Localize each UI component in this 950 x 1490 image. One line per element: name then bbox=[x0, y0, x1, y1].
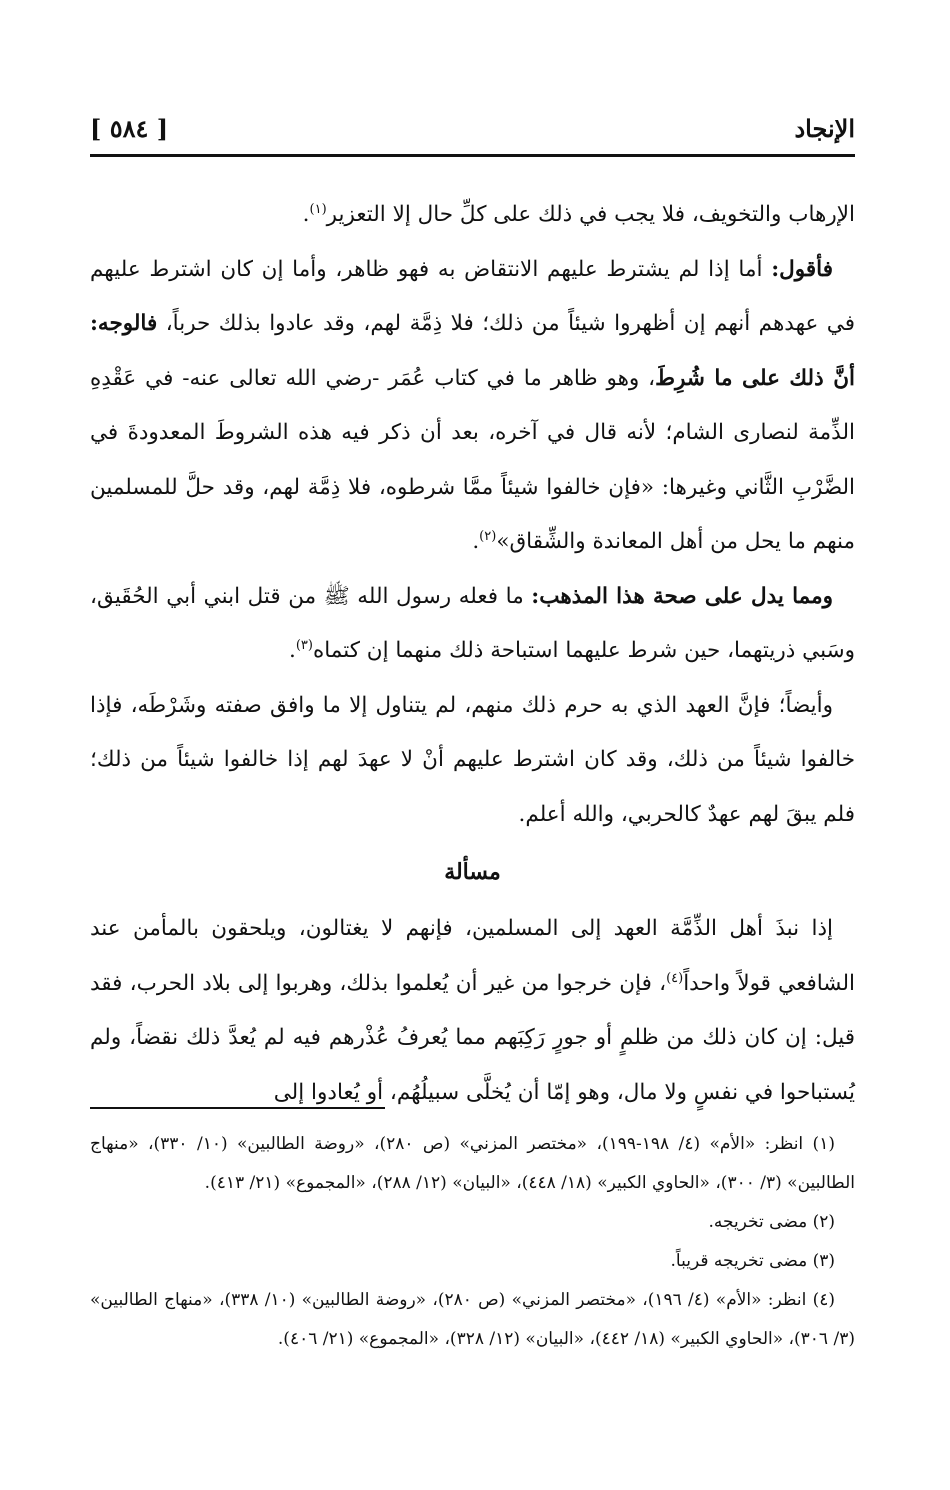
footnote-ref-3[interactable]: (٣) bbox=[295, 637, 313, 653]
footnotes bbox=[90, 1125, 855, 1359]
paragraph-5: إذا نبذَ أهل الذِّمَّة العهد إلى المسلمين، فإنهم لا يغتالون، ويلحقون بالمأمن عند الشافعي قولاً واحداً$^{(٤)}$، فإن خرجوا من غير أن يُعلموا بذلك، وهربوا إلى بلاد الحرب، فقد قيل: إن كان ذلك من ظلمٍ أو جورٍ رَكِبَهم مما يُعرفُ عُذْرهم فيه لم يُعدَّ ذلك نقضاً، ولم يُستباحوا في نفسٍ ولا مال، وهو إمّا أن يُخلَّى سبيلُهُم، أو يُعادوا إلى bbox=[90, 916, 855, 1105]
section-title: مسألة bbox=[444, 859, 501, 885]
footnote-3: (٣) مضى تخريجه قريباً. bbox=[670, 1251, 835, 1271]
main-text bbox=[90, 188, 855, 1120]
bold-lead: ومما يدل على صحة هذا المذهب: bbox=[531, 583, 833, 609]
footnote-2: (٢) مضى تخريجه. bbox=[708, 1212, 835, 1232]
paragraph-2: فأقول: أما إذا لم يشترط عليهم الانتقاض به فهو ظاهر، وأما إن كان اشترط عليهم في عهدهم أنهم إن أظهروا شيئاً من ذلك؛ فلا ذِمَّة لهم، وقد عادوا بذلك حرباً، فالوجه: أنَّ ذلك على ما شُرِطَ، وهو ظاهر ما في كتاب عُمَر -رضي الله تعالى عنه- في عَقْدِهِ الذِّمة لنصارى الشام؛ لأنه قال في آخره، بعد أن ذكر فيه هذه الشروطَ المعدودةَ في الضَّرْبِ الثَّاني وغيرها: «فإن خالفوا شيئاً ممَّا شرطوه، فلا ذِمَّة لهم، وقد حلَّ للمسلمين منهم ما يحل من أهل المعاندة والشِّقاق»$^{(٢)}$. bbox=[90, 256, 855, 554]
paragraph-3: ومما يدل على صحة هذا المذهب: ما فعله رسول الله ﷺ من قتل ابني أبي الحُقَيق، وسَبي ذريتهما، حين شرط عليهما استباحة ذلك منهما إن كتماه$^{(٣)}$. bbox=[90, 583, 855, 663]
footnote-ref-4[interactable]: (٤) bbox=[666, 970, 684, 986]
paragraph-4: وأيضاً؛ فإنَّ العهد الذي به حرم ذلك منهم، لم يتناول إلا ما وافق صفته وشَرْطَه، فإذا خالفوا شيئاً من ذلك، وقد كان اشترط عليهم أنْ لا عهدَ لهم إذا خالفوا شيئاً من ذلك؛ فلم يبقَ لهم عهدٌ كالحربي، والله أعلم. bbox=[90, 692, 855, 827]
footnote-1: (١) انظر: «الأم» (٤/ ١٩٨-١٩٩)، «مختصر المزني» (ص ٢٨٠)، «روضة الطالبين» (١٠/ ٣٣٠)، «منهاج الطالبين» (٣/ ٣٠٠)، «الحاوي الكبير» (١٨/ ٤٤٨)، «البيان» (١٢/ ٢٨٨)، «المجموع» (٢١/ ٤١٣). bbox=[90, 1134, 855, 1193]
footnote-separator bbox=[90, 1107, 385, 1109]
footnote-ref-2[interactable]: (٢) bbox=[479, 528, 497, 544]
footnote-4: (٤) انظر: «الأم» (٤/ ١٩٦)، «مختصر المزني» (ص ٢٨٠)، «روضة الطالبين» (١٠/ ٣٣٨)، «منهاج الطالبين» (٣/ ٣٠٦)، «الحاوي الكبير» (١٨/ ٤٤٢)، «البيان» (١٢/ ٣٢٨)، «المجموع» (٢١/ ٤٠٦). bbox=[90, 1290, 855, 1349]
paragraph-1: الإرهاب والتخويف، فلا يجب في ذلك على كلِّ حال إلا التعزير$^{(١)}$. bbox=[302, 201, 855, 227]
book-page bbox=[90, 100, 855, 1420]
page-number: [ ٥٨٤ ] bbox=[90, 114, 169, 143]
bold-lead: فأقول: bbox=[771, 256, 833, 282]
bold-phrase: فالوجه: أنَّ ذلك على ما شُرِطَ bbox=[90, 311, 855, 391]
page-header bbox=[90, 110, 855, 157]
footnote-ref-1[interactable]: (١) bbox=[309, 201, 327, 217]
running-title: الإنجاد bbox=[794, 114, 855, 143]
